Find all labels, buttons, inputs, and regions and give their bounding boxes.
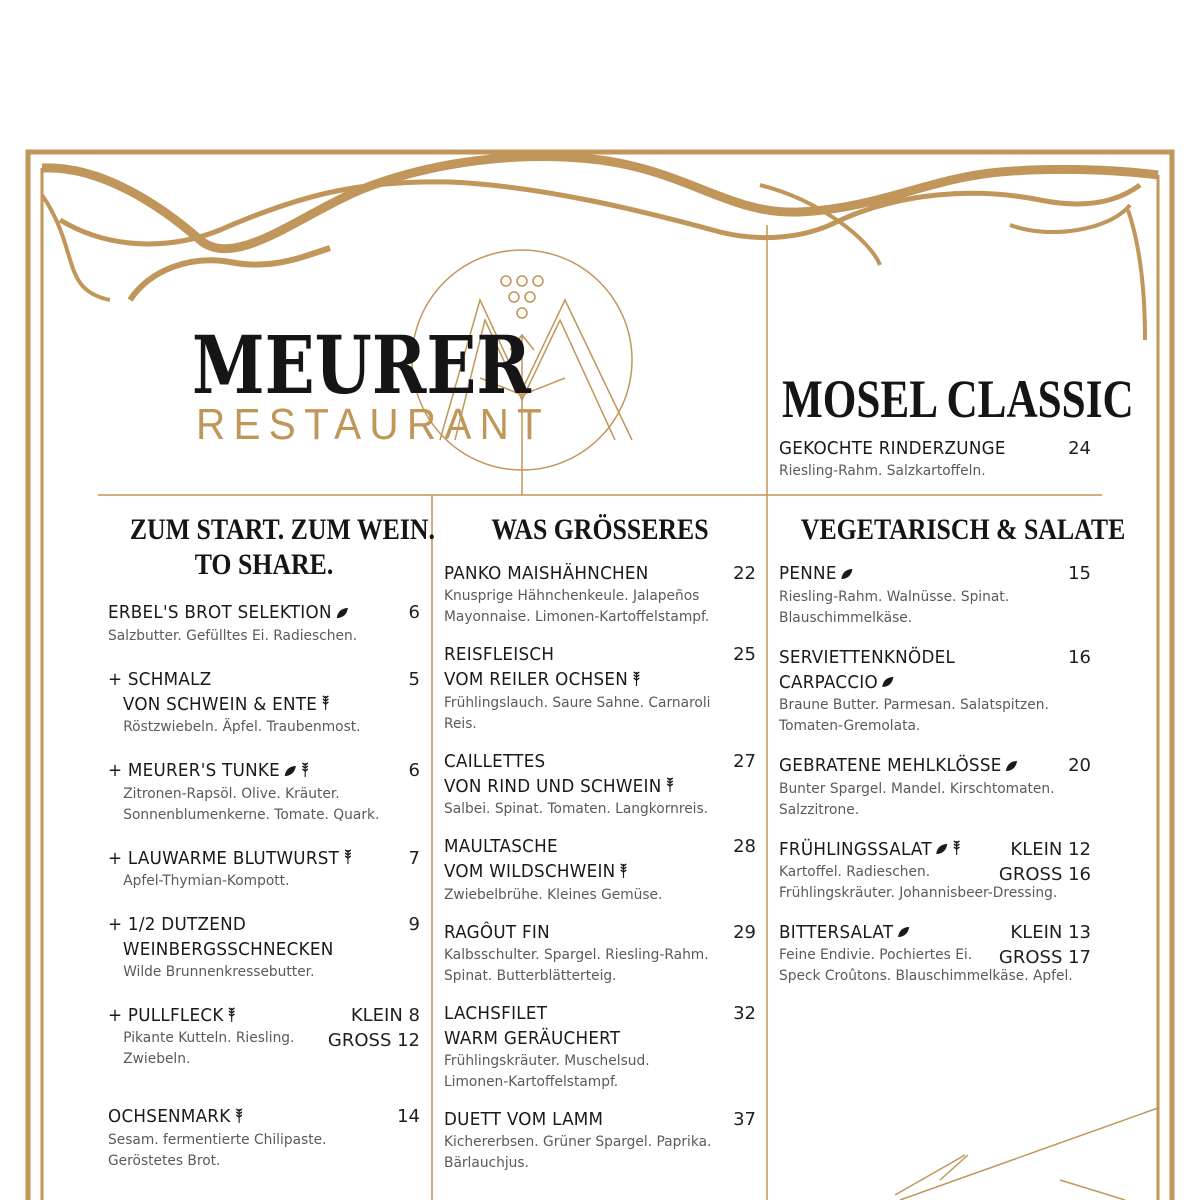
item-description: Wilde Brunnenkressebutter.: [123, 964, 315, 980]
section-title-line: WAS GRÖSSERES: [491, 513, 709, 546]
item-name: [444, 1107, 603, 1132]
menu-item: [108, 600, 420, 647]
section-title-line: VEGETARISCH & SALATE: [800, 513, 1126, 546]
item-name-line: SERVIETTENKNÖDEL: [779, 646, 956, 668]
brand-subtitle: RESTAURANT: [196, 400, 551, 449]
menu-item: [779, 561, 1091, 629]
menu-item: [444, 1107, 756, 1174]
item-description: Knusprige Hähnchenkeule. Jalapeños Mayonnaise. Limonen-Kartoffelstampf.: [444, 588, 710, 625]
item-name: [779, 645, 955, 696]
item-name-line: + PULLFLECK: [108, 1005, 224, 1026]
menu-item: [444, 561, 756, 628]
item-name-line: DUETT VOM LAMM: [444, 1108, 604, 1130]
item-price: 29: [733, 921, 756, 943]
item-name-line: RAGÔUT FIN: [444, 921, 550, 943]
menu-item: [779, 436, 1091, 482]
item-price: 28: [733, 836, 756, 857]
mosel-classic-list: [779, 436, 1091, 500]
wheat-icon: [227, 1004, 236, 1029]
item-name-line: VOM WILDSCHWEIN: [444, 861, 616, 882]
menu-item: [108, 912, 420, 983]
item-name-line: GEKOCHTE RINDERZUNGE: [779, 438, 1006, 459]
item-name: [108, 667, 330, 718]
leaf-icon: [1005, 754, 1018, 779]
item-description: Kalbsschulter. Spargel. Riesling-Rahm. Spinat. Butterblätterteig.: [444, 946, 709, 984]
item-description: Salbei. Spinat. Tomaten. Langkornreis.: [444, 801, 709, 817]
item-name: [444, 834, 629, 885]
item-description: Riesling-Rahm. Salzkartoffeln.: [779, 463, 986, 479]
item-name-line: PENNE: [779, 563, 837, 584]
item-name-line: VOM REILER OCHSEN: [444, 669, 629, 690]
item-name: [108, 846, 352, 872]
leaf-icon: [335, 601, 348, 626]
item-name-line: FRÜHLINGSSALAT: [779, 838, 932, 860]
item-name-line: VON SCHWEIN & ENTE: [122, 693, 318, 715]
item-name-line: MAULTASCHE: [444, 836, 558, 857]
wheat-icon: [632, 668, 641, 693]
wheat-icon: [343, 846, 352, 871]
wheat-icon: [619, 860, 628, 885]
menu-item: [108, 758, 420, 826]
item-description: Feine Endivie. Pochiertes Ei. Speck Croûtons. Blauschimmelkäse. Apfel.: [779, 946, 1073, 984]
menu-item: [779, 753, 1091, 821]
item-description: Frühlingslauch. Saure Sahne. Carnaroli Reis.: [444, 694, 711, 732]
menu-item: [444, 749, 756, 821]
leaf-icon: [284, 759, 297, 784]
section-start: [108, 512, 435, 1192]
leaf-icon: [936, 837, 949, 862]
menu-item: [444, 1001, 756, 1093]
item-price: 32: [733, 1002, 756, 1024]
item-name-line: GEBRATENE MEHLKLÖSSE: [779, 755, 1002, 776]
item-name-line: CARPACCIO: [779, 671, 878, 693]
brand-name: MEURER: [192, 318, 531, 412]
wheat-icon: [952, 837, 961, 862]
menu-item: [779, 920, 1091, 987]
item-name-line: WARM GERÄUCHERT: [444, 1027, 621, 1049]
section-title: [800, 512, 1126, 547]
menu-item: [444, 920, 756, 987]
wheat-icon: [234, 1105, 243, 1130]
item-price: 6: [408, 760, 420, 781]
item-price: 7: [408, 847, 420, 869]
item-description: Röstzwiebeln. Äpfel. Traubenmost.: [123, 719, 361, 735]
menu-item: [779, 645, 1091, 738]
item-description: Zitronen-Rapsöl. Olive. Kräuter. Sonnenblumenkerne. Tomate. Quark.: [123, 785, 380, 823]
item-name: [444, 749, 675, 800]
section-title-line: TO SHARE.: [194, 548, 334, 581]
item-description: Bunter Spargel. Mandel. Kirschtomaten. Salzzitrone.: [779, 780, 1055, 818]
item-price: 27: [733, 750, 756, 772]
item-name-line: BITTERSALAT: [779, 921, 894, 943]
item-name-line: PANKO MAISHÄHNCHEN: [444, 563, 649, 584]
wheat-icon: [300, 759, 309, 784]
menu-item: [108, 1104, 420, 1172]
section-title-line: ZUM START. ZUM WEIN.: [129, 513, 435, 546]
item-name: [108, 912, 334, 962]
item-price: 24: [1068, 438, 1091, 459]
section-title: [466, 512, 734, 547]
item-name-line: OCHSENMARK: [108, 1106, 231, 1127]
item-name: [108, 600, 349, 626]
section-main: [444, 512, 756, 1188]
section-vegetarian: [779, 512, 1126, 1003]
item-description: Frühlingskräuter. Muschelsud. Limonen-Kartoffelstampf.: [444, 1052, 650, 1090]
menu-item: [108, 846, 420, 893]
item-name: [779, 561, 853, 587]
item-name-line: REISFLEISCH: [444, 644, 555, 665]
item-name: [444, 561, 649, 586]
item-name: [779, 753, 1018, 779]
item-name: [108, 1104, 244, 1130]
item-name-line: + 1/2 DUTZEND: [108, 914, 247, 935]
item-name: [779, 837, 962, 863]
leaf-icon: [897, 920, 910, 945]
item-price: 15: [1068, 563, 1091, 584]
leaf-icon: [840, 562, 853, 587]
menu-item: [444, 834, 756, 906]
item-name: [779, 920, 910, 946]
item-description: Pikante Kutteln. Riesling. Zwiebeln.: [123, 1030, 295, 1067]
item-name-line: CAILLETTES: [444, 750, 546, 772]
item-price: KLEIN 12 GROSS 16: [998, 838, 1091, 885]
item-description: Salzbutter. Gefülltes Ei. Radieschen.: [108, 627, 358, 644]
item-price: 37: [733, 1108, 756, 1130]
item-name-line: WEINBERGSSCHNECKEN: [122, 939, 334, 960]
item-price: 25: [733, 644, 756, 665]
item-price: KLEIN 8 GROSS 12: [327, 1005, 420, 1051]
item-name: [108, 758, 310, 784]
menu-item: [779, 837, 1091, 904]
item-name-line: ERBEL'S BROT SELEKTION: [108, 602, 332, 623]
item-description: Riesling-Rahm. Walnüsse. Spinat. Blauschimmelkäse.: [779, 588, 1010, 626]
item-name-line: VON RIND UND SCHWEIN: [444, 775, 662, 797]
item-price: 16: [1068, 646, 1091, 668]
item-name-line: + MEURER'S TUNKE: [108, 760, 281, 781]
item-name-line: + SCHMALZ: [108, 668, 212, 690]
section-title: [129, 512, 435, 582]
item-description: Kichererbsen. Grüner Spargel. Paprika. Bärlauchjus.: [444, 1133, 712, 1171]
menu-item: [108, 667, 420, 739]
item-description: Sesam. fermentierte Chilipaste. Geröstetes Brot.: [108, 1131, 327, 1169]
item-price: 9: [408, 914, 420, 935]
wheat-icon: [665, 774, 674, 799]
item-name: [444, 642, 641, 693]
leaf-icon: [882, 670, 895, 695]
item-price: 22: [733, 563, 756, 584]
item-price: 5: [408, 668, 420, 690]
mosel-classic-title: MOSEL CLASSIC: [782, 369, 1134, 429]
item-name: [779, 436, 1006, 461]
item-name-line: LACHSFILET: [444, 1002, 548, 1024]
item-name: [108, 1003, 237, 1029]
item-description: Braune Butter. Parmesan. Salatspitzen. Tomaten-Gremolata.: [779, 697, 1049, 734]
item-name-line: + LAUWARME BLUTWURST: [108, 847, 340, 869]
item-name: [444, 1001, 620, 1051]
item-price: 20: [1068, 755, 1091, 776]
item-price: 14: [397, 1106, 420, 1127]
menu-item: [444, 642, 756, 735]
wheat-icon: [321, 692, 330, 717]
item-price: KLEIN 13 GROSS 17: [998, 921, 1091, 968]
menu-item: [108, 1003, 420, 1070]
item-price: 6: [408, 602, 420, 623]
item-description: Kartoffel. Radieschen. Frühlingskräuter. Johannisbeer-Dressing.: [779, 863, 1058, 901]
item-description: Apfel-Thymian-Kompott.: [123, 873, 290, 889]
item-description: Zwiebelbrühe. Kleines Gemüse.: [444, 886, 663, 903]
item-name: [444, 920, 550, 945]
